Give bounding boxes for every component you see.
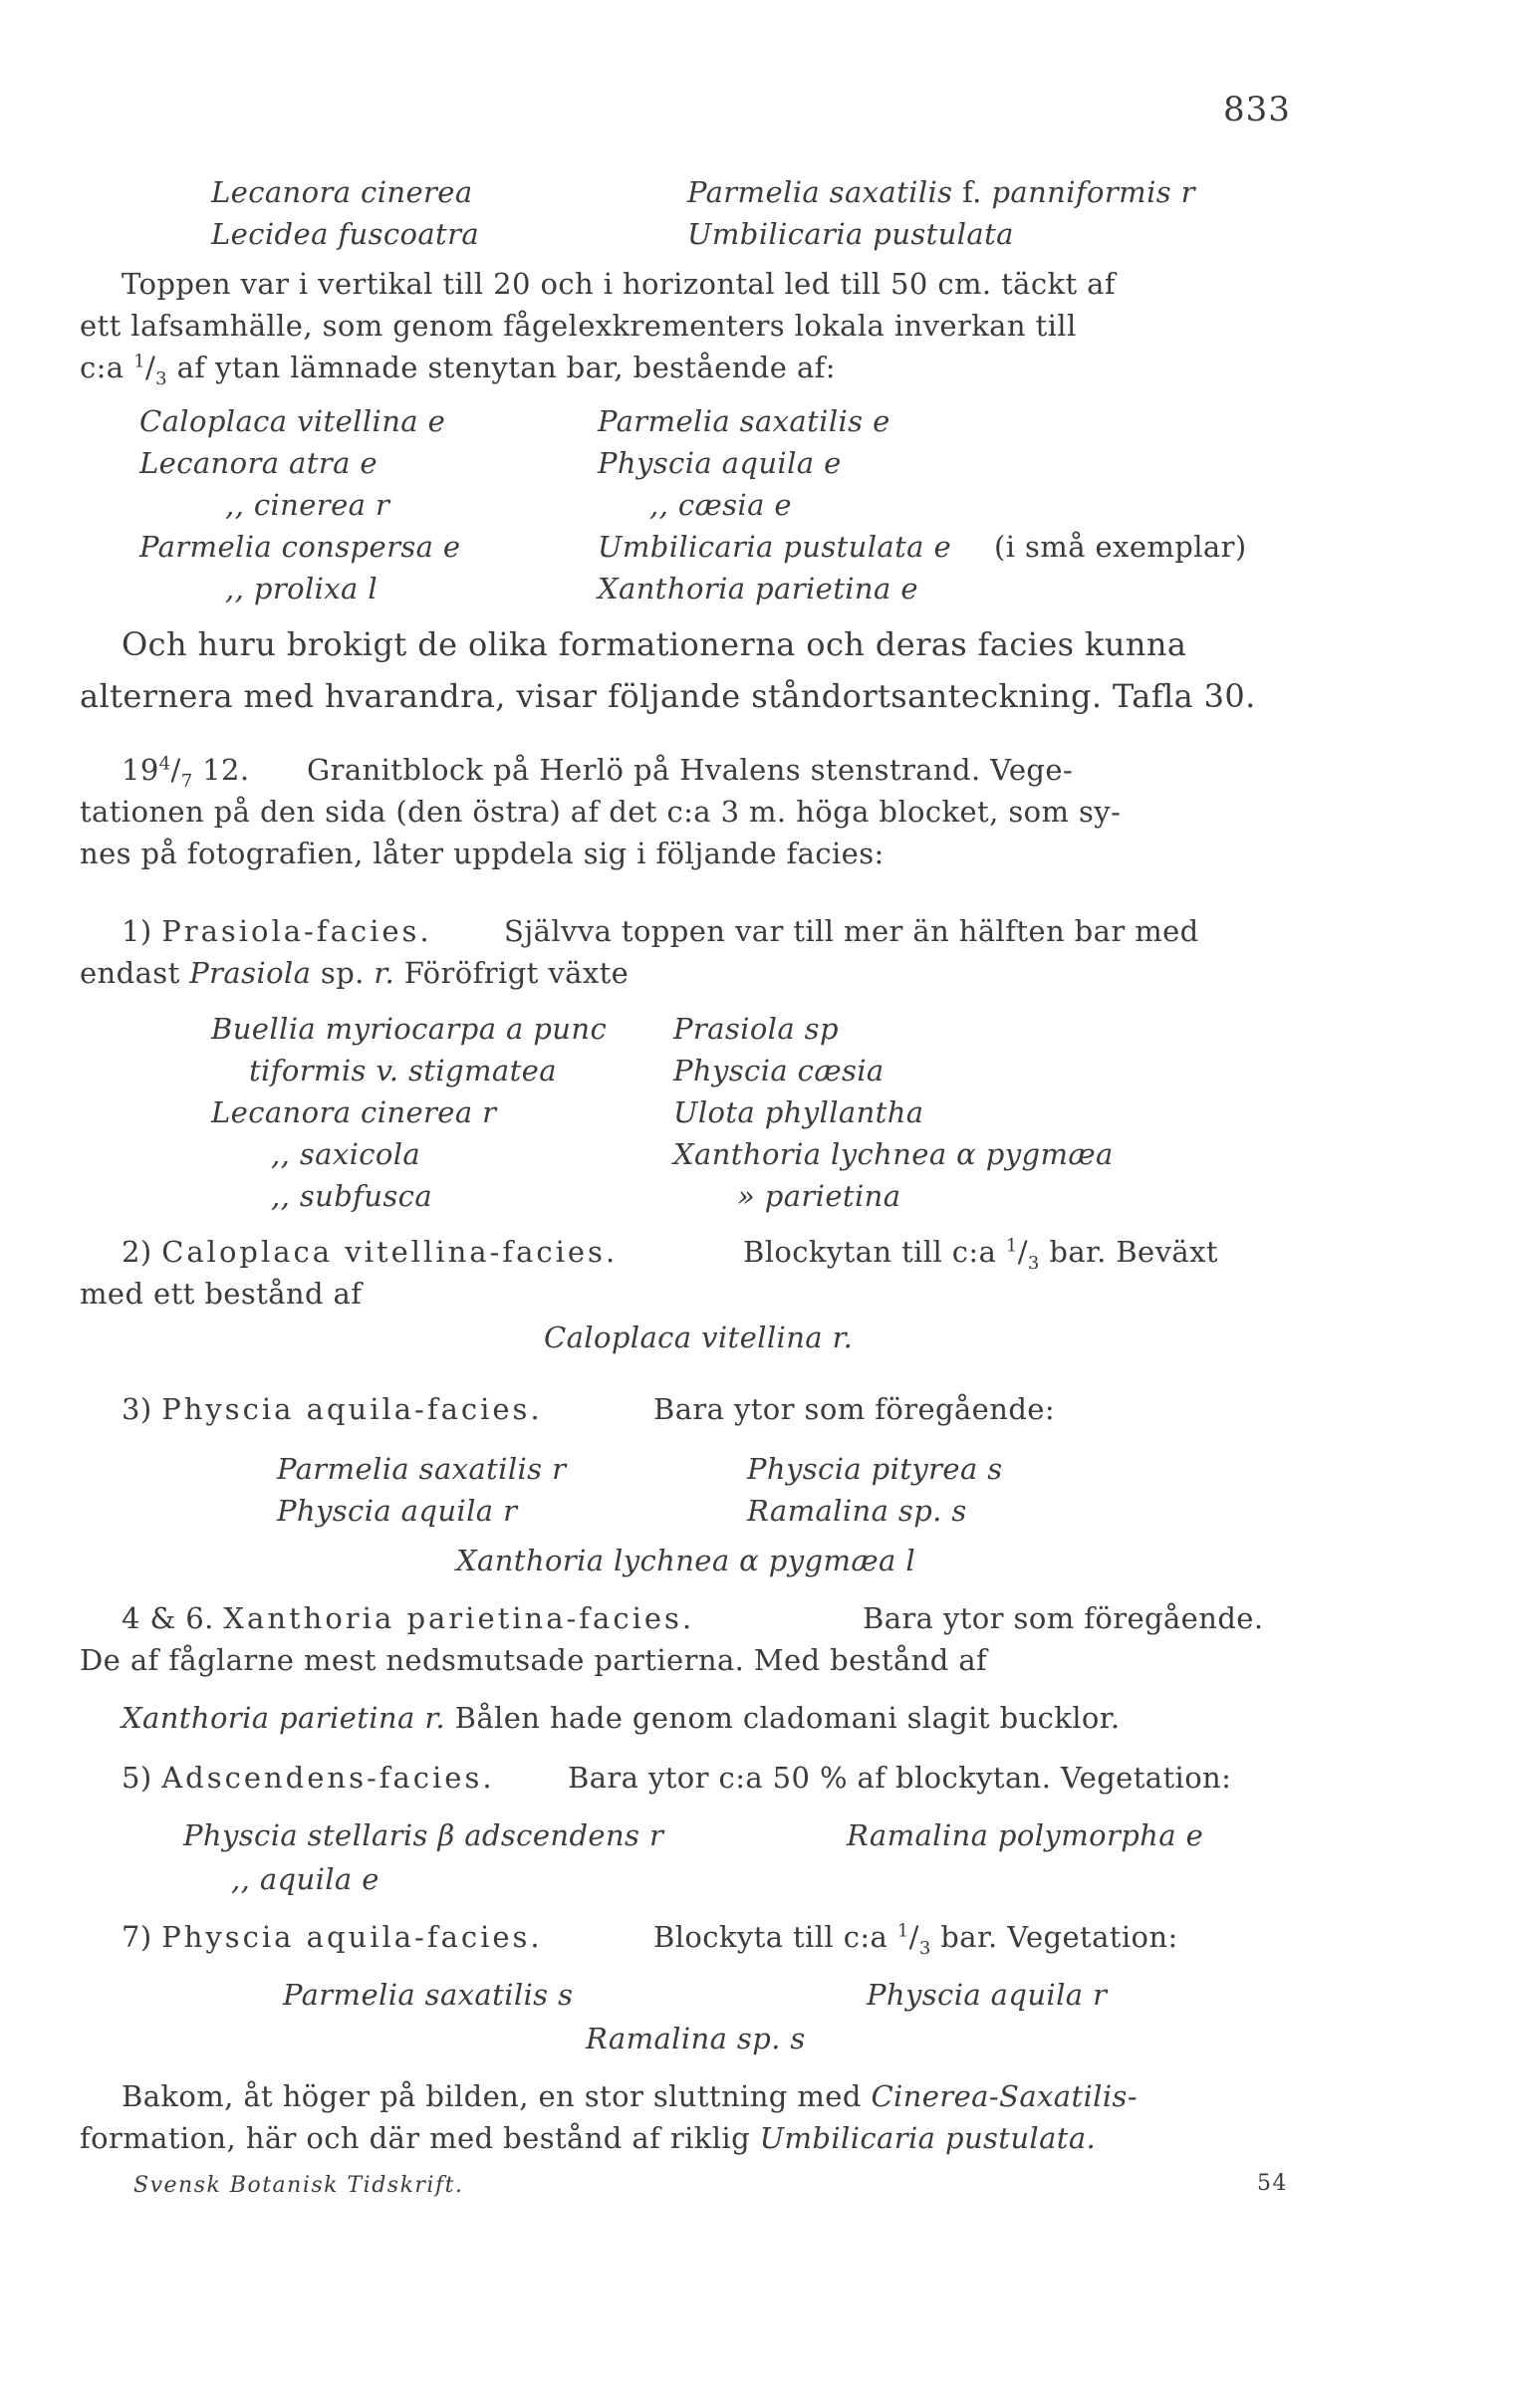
facies-heading: 1) Prasiola-facies. bbox=[122, 914, 432, 948]
species-entry: Xanthoria parietina e bbox=[598, 572, 918, 605]
facies-heading: 4 & 6. Xanthoria parietina-facies. bbox=[122, 1601, 695, 1635]
species-entry: Physcia aquila e bbox=[598, 446, 842, 480]
species-entry: Parmelia saxatilis f. panniformis r bbox=[687, 175, 1195, 209]
paragraph-line: tationen på den sida (den östra) af det c:a 3 m. höga blocket, som sy- bbox=[80, 795, 1122, 829]
journal-footer: Svensk Botanisk Tidskrift. bbox=[133, 2173, 464, 2198]
species-entry: Physcia stellaris β adscendens r bbox=[183, 1818, 664, 1852]
paragraph-line: Och huru brokigt de olika formationerna och deras facies kunna bbox=[122, 625, 1187, 663]
paragraph-line: Xanthoria parietina r. Bålen hade genom cladomani slagit bucklor. bbox=[122, 1701, 1121, 1735]
species-entry: Physcia pityrea s bbox=[747, 1452, 1003, 1486]
paragraph-line: c:a $^1/_3$ af ytan lämnade stenytan bar, bestående af: bbox=[80, 351, 836, 389]
species-entry: Parmelia saxatilis r bbox=[277, 1452, 567, 1486]
paragraph-line: Granitblock på Herlö på Hvalens stenstrand. Vege- bbox=[307, 753, 1074, 787]
species-entry: ,, saxicola bbox=[271, 1137, 421, 1171]
species-entry: » parietina bbox=[737, 1179, 901, 1213]
paragraph-line: Toppen var i vertikal till 20 och i horizontal led till 50 cm. täckt af bbox=[122, 267, 1116, 301]
paragraph-line: med ett bestånd af bbox=[80, 1277, 363, 1311]
species-entry: Prasiola sp bbox=[673, 1012, 839, 1046]
species-entry: Parmelia conspersa e bbox=[139, 530, 461, 564]
paragraph-line: Bara ytor som föregående. bbox=[863, 1601, 1264, 1635]
paragraph-line: Blockyta till c:a $^1/_3$ bar. Vegetation: bbox=[653, 1920, 1178, 1959]
species-entry: ,, prolixa l bbox=[225, 572, 379, 605]
paragraph-line: formation, här och där med bestånd af riklig Umbilicaria pustulata. bbox=[80, 2121, 1097, 2155]
species-note: (i små exemplar) bbox=[994, 530, 1247, 564]
paragraph-line: Bara ytor som föregående: bbox=[653, 1392, 1056, 1426]
species-entry: Umbilicaria pustulata bbox=[687, 217, 1014, 251]
paragraph-line: Bakom, åt höger på bilden, en stor sluttning med Cinerea-Saxatilis- bbox=[122, 2079, 1139, 2113]
species-entry: Lecanora cinerea bbox=[211, 175, 473, 209]
species-entry: Umbilicaria pustulata e bbox=[598, 530, 952, 564]
species-entry: Caloplaca vitellina r. bbox=[544, 1321, 854, 1354]
paragraph-line: Bara ytor c:a 50 % af blockytan. Vegetation: bbox=[568, 1761, 1232, 1795]
paragraph-line: nes på fotografien, låter uppdela sig i följande facies: bbox=[80, 837, 885, 870]
species-entry: Ramalina sp. s bbox=[586, 2022, 806, 2055]
species-entry: ,, cæsia e bbox=[649, 488, 792, 522]
paragraph-line: De af fåglarne mest nedsmutsade partierna. Med bestånd af bbox=[80, 1643, 988, 1677]
paragraph-line: ett lafsamhälle, som genom fågelexkrementers lokala inverkan till bbox=[80, 309, 1077, 343]
species-entry: Ramalina sp. s bbox=[747, 1494, 967, 1528]
facies-heading: 3) Physcia aquila-facies. bbox=[122, 1392, 543, 1426]
species-entry: Xanthoria lychnea α pygmæa l bbox=[456, 1544, 916, 1577]
species-entry: Parmelia saxatilis e bbox=[598, 404, 890, 438]
species-entry: Ramalina polymorpha e bbox=[847, 1818, 1204, 1852]
species-entry: ,, aquila e bbox=[231, 1862, 380, 1896]
species-entry: Lecanora atra e bbox=[139, 446, 378, 480]
sheet-number: 54 bbox=[1257, 2171, 1288, 2196]
paragraph-line: Självva toppen var till mer än hälften bar med bbox=[504, 914, 1199, 948]
facies-heading: 2) Caloplaca vitellina-facies. bbox=[122, 1235, 619, 1269]
species-entry: Physcia aquila r bbox=[867, 1978, 1108, 2012]
species-entry: Physcia aquila r bbox=[277, 1494, 518, 1528]
facies-heading: 5) Adscendens-facies. bbox=[122, 1761, 495, 1795]
species-entry: tiformis v. stigmatea bbox=[249, 1054, 557, 1087]
species-entry: Caloplaca vitellina e bbox=[139, 404, 446, 438]
species-entry: Xanthoria lychnea α pygmæa bbox=[673, 1137, 1114, 1171]
species-entry: Buellia myriocarpa a punc bbox=[211, 1012, 608, 1046]
species-entry: Lecanora cinerea r bbox=[211, 1095, 497, 1129]
species-entry: ,, subfusca bbox=[271, 1179, 433, 1213]
species-entry: Lecidea fuscoatra bbox=[211, 217, 480, 251]
species-entry: Ulota phyllantha bbox=[673, 1095, 924, 1129]
paragraph-line: alternera med hvarandra, visar följande ståndortsanteckning. Tafla 30. bbox=[80, 677, 1256, 715]
date-stamp: $19^4/_7$ 12. bbox=[122, 753, 250, 792]
species-entry: Physcia cæsia bbox=[673, 1054, 885, 1087]
species-entry: Parmelia saxatilis s bbox=[283, 1978, 574, 2012]
page-number: 833 bbox=[1223, 90, 1291, 129]
species-entry: ,, cinerea r bbox=[225, 488, 390, 522]
paragraph-line: endast Prasiola sp. r. Föröfrigt växte bbox=[80, 956, 630, 990]
facies-heading: 7) Physcia aquila-facies. bbox=[122, 1920, 543, 1954]
paragraph-line: Blockytan till c:a $^1/_3$ bar. Beväxt bbox=[743, 1235, 1218, 1274]
